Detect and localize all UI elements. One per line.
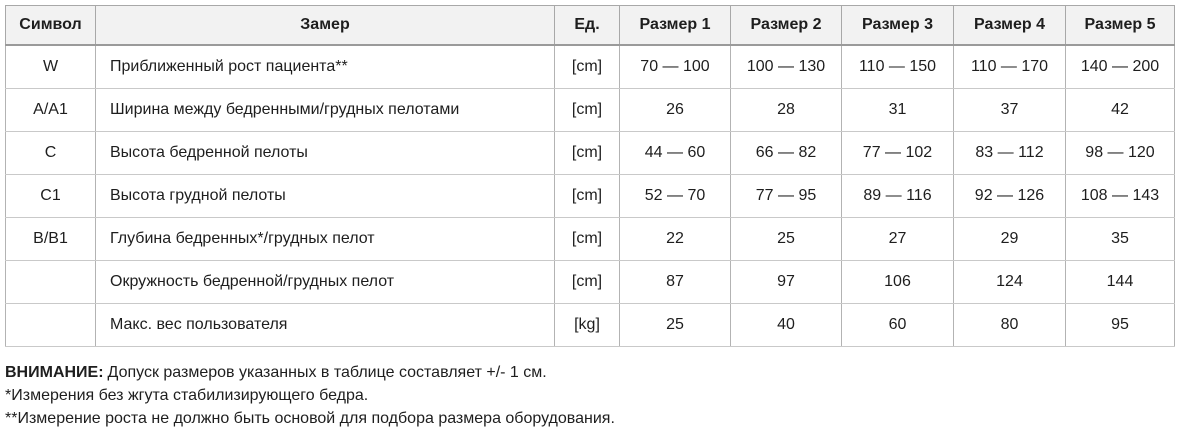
cell-size-2: 66 — 82 [731,132,842,175]
cell-size-5: 108 — 143 [1066,175,1175,218]
column-header-size-3: Размер 3 [842,6,954,46]
table-header-row [6,6,1175,46]
cell-size-3: 89 — 116 [842,175,954,218]
table-row-a-a1 [6,89,1175,132]
cell-size-5: 42 [1066,89,1175,132]
cell-unit: [cm] [555,45,620,89]
cell-unit: [cm] [555,261,620,304]
table-row-w [6,45,1175,89]
cell-size-1: 44 — 60 [620,132,731,175]
cell-unit: [cm] [555,175,620,218]
cell-symbol: C1 [6,175,96,218]
cell-size-5: 98 — 120 [1066,132,1175,175]
cell-size-2: 40 [731,304,842,347]
table-row-c [6,132,1175,175]
cell-size-4: 110 — 170 [954,45,1066,89]
column-header-symbol: Символ [6,6,96,46]
cell-measurement: Окружность бедренной/грудных пелот [96,261,555,304]
cell-size-1: 87 [620,261,731,304]
cell-unit: [cm] [555,132,620,175]
cell-size-1: 22 [620,218,731,261]
footnote-double-asterisk: **Измерение роста не должно быть основой для подбора размера оборудования. [5,410,615,427]
footnote-asterisk: *Измерения без жгута стабилизирующего бедра. [5,387,369,404]
cell-size-3: 77 — 102 [842,132,954,175]
cell-size-2: 25 [731,218,842,261]
table-row-max-weight [6,304,1175,347]
cell-size-4: 80 [954,304,1066,347]
cell-size-2: 28 [731,89,842,132]
cell-size-1: 26 [620,89,731,132]
table-row-c1 [6,175,1175,218]
cell-size-4: 37 [954,89,1066,132]
cell-symbol: W [6,45,96,89]
cell-size-4: 83 — 112 [954,132,1066,175]
cell-symbol [6,261,96,304]
warning-text: Допуск размеров указанных в таблице составляет +/- 1 см. [107,364,547,381]
cell-symbol: C [6,132,96,175]
size-chart-table [5,5,1175,347]
cell-size-5: 144 [1066,261,1175,304]
column-header-size-4: Размер 4 [954,6,1066,46]
cell-size-5: 35 [1066,218,1175,261]
cell-size-2: 100 — 130 [731,45,842,89]
cell-symbol: A/A1 [6,89,96,132]
cell-size-3: 110 — 150 [842,45,954,89]
cell-size-5: 140 — 200 [1066,45,1175,89]
column-header-size-5: Размер 5 [1066,6,1175,46]
cell-size-3: 106 [842,261,954,304]
column-header-size-1: Размер 1 [620,6,731,46]
cell-size-3: 31 [842,89,954,132]
table-row-circumference [6,261,1175,304]
cell-size-4: 29 [954,218,1066,261]
cell-size-2: 77 — 95 [731,175,842,218]
cell-measurement: Приближенный рост пациента** [96,45,555,89]
table-row-b-b1 [6,218,1175,261]
cell-size-5: 95 [1066,304,1175,347]
cell-size-1: 52 — 70 [620,175,731,218]
cell-size-3: 60 [842,304,954,347]
cell-size-3: 27 [842,218,954,261]
cell-size-4: 92 — 126 [954,175,1066,218]
cell-measurement: Высота бедренной пелоты [96,132,555,175]
cell-measurement: Ширина между бедренными/грудных пелотами [96,89,555,132]
column-header-unit: Ед. [555,6,620,46]
cell-symbol [6,304,96,347]
cell-size-2: 97 [731,261,842,304]
cell-unit: [cm] [555,218,620,261]
notes [5,361,1174,430]
cell-unit: [kg] [555,304,620,347]
cell-measurement: Глубина бедренных*/грудных пелот [96,218,555,261]
cell-size-1: 25 [620,304,731,347]
column-header-size-2: Размер 2 [731,6,842,46]
cell-measurement: Высота грудной пелоты [96,175,555,218]
cell-size-4: 124 [954,261,1066,304]
warning-note [5,361,1174,384]
warning-label: ВНИМАНИЕ: [5,364,104,381]
cell-size-1: 70 — 100 [620,45,731,89]
column-header-measurement: Замер [96,6,555,46]
cell-unit: [cm] [555,89,620,132]
cell-symbol: B/B1 [6,218,96,261]
cell-measurement: Макс. вес пользователя [96,304,555,347]
